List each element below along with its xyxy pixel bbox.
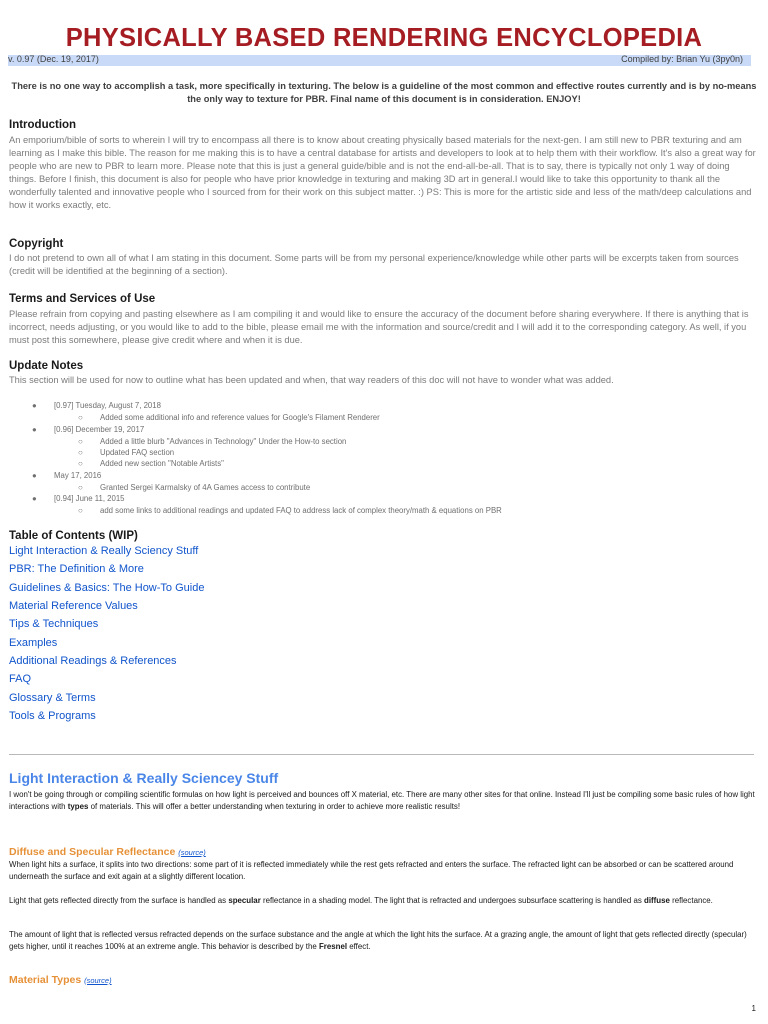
document-title: PHYSICALLY BASED RENDERING ENCYCLOPEDIA: [65, 24, 703, 52]
update-note: ○ add some links to additional readings and updated FAQ to address lack of complex theory/math & equations on PBR: [78, 506, 502, 515]
toc-link-pbr-definition[interactable]: PBR: The Definition & More: [9, 563, 144, 575]
toc-heading: Table of Contents (WIP): [9, 530, 138, 542]
update-note: ○ Added a little blurb "Advances in Technology" Under the How-to section: [78, 437, 347, 446]
light-section-title: Light Interaction & Really Sciencey Stuff: [9, 770, 279, 786]
toc-link-guidelines[interactable]: Guidelines & Basics: The How-To Guide: [9, 582, 205, 594]
version-label: v. 0.97 (Dec. 19, 2017): [8, 54, 99, 64]
copyright-text: I do not pretend to own all of what I am stating in this document. Some parts will be from my personal experience/knowledge while other parts will be excerpts taken from sources (credit will be identified at the beginning of a section).: [9, 253, 739, 276]
toc-link-light-interaction[interactable]: Light Interaction & Really Sciency Stuff: [9, 545, 199, 557]
toc-link-glossary[interactable]: Glossary & Terms: [9, 692, 96, 704]
section-divider: [9, 754, 754, 755]
diffuse-specular-heading: Diffuse and Specular Reflectance (source): [9, 846, 206, 858]
compiled-by-label: Compiled by: Brian Yu (3py0n): [621, 54, 743, 64]
update-entry: ● [0.96] December 19, 2017: [32, 425, 145, 434]
diffuse-paragraph-2: Light that gets reflected directly from the surface is handled as specular reflectance in a shading model. The light that is refracted and undergoes subsurface scattering is handled as diffuse reflectance.: [9, 896, 713, 905]
update-entry: ● [0.97] Tuesday, August 7, 2018: [32, 401, 161, 410]
disclaimer: There is no one way to accomplish a task, more specifically in texturing. The below is a guideline of the most common and effective routes currently and is by no-means the only way to texture for PBR. Final name of this document is in consideration. ENJOY!: [11, 81, 757, 104]
update-note: ○ Added some additional info and reference values for Google's Filament Renderer: [78, 413, 380, 422]
material-types-heading: Material Types (source): [9, 974, 112, 986]
toc-link-faq[interactable]: FAQ: [9, 673, 32, 685]
update-entry: ● May 17, 2016: [32, 471, 102, 480]
toc-link-readings[interactable]: Additional Readings & References: [9, 655, 177, 667]
diffuse-paragraph-1: When light hits a surface, it splits into two directions: some part of it is reflected immediately while the rest gets refracted and enters the surface. The refracted light can be absorbed or can be scattered around underneath the surface and exit again at a slightly different location.: [9, 860, 734, 881]
update-notes-heading: Update Notes: [9, 360, 84, 372]
light-section-intro: I won't be going through or compiling scientific formulas on how light is perceived and bounces off X material, etc. There are many other sites for that online. Instead I'll just be compiling some basic rules of how light interactions with types of materials. This will offer a better understanding when texturing in order to achieve more realistic results!: [9, 790, 755, 811]
source-link[interactable]: (source): [84, 976, 112, 985]
source-link[interactable]: (source): [178, 848, 206, 857]
update-note: ○ Granted Sergei Karmalsky of 4A Games access to contribute: [78, 483, 311, 492]
update-note: ○ Updated FAQ section: [78, 448, 175, 457]
version-bar: [8, 55, 751, 66]
intro-heading: Introduction: [9, 119, 77, 131]
terms-heading: Terms and Services of Use: [9, 293, 156, 305]
update-notes-text: This section will be used for now to outline what has been updated and when, that way readers of this doc will not have to wonder what was added.: [9, 375, 614, 385]
diffuse-paragraph-3: The amount of light that is reflected versus refracted depends on the surface substance and the angle at which the light hits the surface. At a grazing angle, the amount of light that gets reflected directly (specular) gets higher, until it reaches 100% at an extreme angle. This behavior is described by the Fresnel effect.: [9, 930, 747, 951]
toc-link-tips[interactable]: Tips & Techniques: [9, 618, 99, 630]
update-note: ○ Added new section "Notable Artists": [78, 459, 224, 468]
intro-text: An emporium/bible of sorts to wherein I will try to encompass all there is to know about creating physically based materials for the next-gen. I am still new to PBR texturing and am learning as I make this bible. The reason for me making this is to have a central database for artists and developers to look at to help them with their workflow. It's also a great way for people who are new to PBR to learn more. Please note that this is just a general guide/bible and is not the end-all-be-all. That is to say, there is typically not only 1 way of doing things. Before I finish, this document is also for people who have prior knowledge in texturing and making 3D art in general.I would like to take this opportunity to thank all the wonderfully talented and innovative people who I sourced from for their work on this subject matter. :) PS: This is more for the artistic side and less of the math/deep calculations and how it works exactly, etc.: [9, 135, 756, 210]
toc-link-material-values[interactable]: Material Reference Values: [9, 600, 138, 612]
copyright-heading: Copyright: [9, 238, 64, 250]
toc-link-examples[interactable]: Examples: [9, 637, 58, 649]
update-entry: ● [0.94] June 11, 2015: [32, 494, 125, 503]
toc-link-tools[interactable]: Tools & Programs: [9, 710, 96, 722]
terms-text: Please refrain from copying and pasting elsewhere as I am compiling it and would like to ensure the accuracy of the document before sharing everywhere. If there is anything that is incorrect, needs adjusting, or you would like to add to the bible, please email me with the information and source/credit and I will add it to the corresponding category. As well, if you must post this somewhere, please give credit where and when it is due.: [9, 309, 749, 345]
page-number: 1: [751, 1004, 756, 1013]
